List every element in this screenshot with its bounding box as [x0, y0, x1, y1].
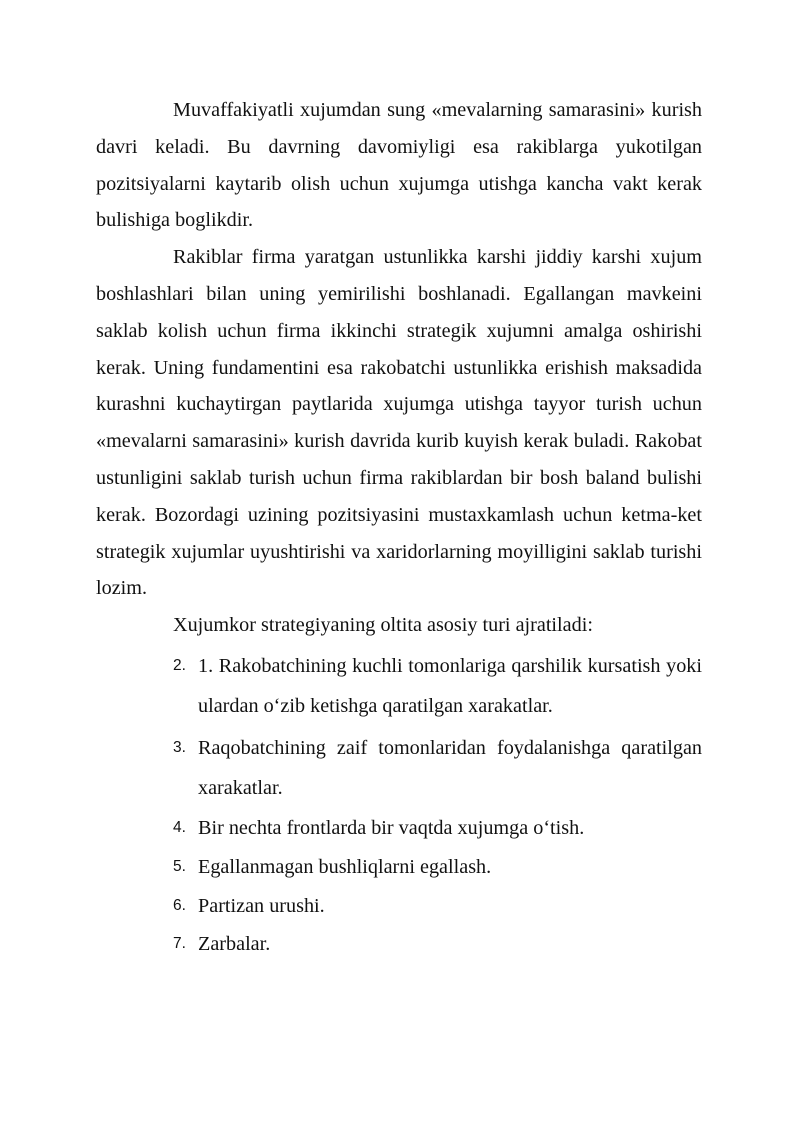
list-item	[96, 926, 702, 963]
list-item-text: Zarbalar.	[198, 933, 271, 956]
strategy-list	[96, 646, 702, 963]
list-item-text: Partizan urushi.	[198, 894, 325, 917]
list-item-text: 1. Rakobatchining kuchli tomonlariga qarshilik kursatish yoki ulardan o‘zib ketishga qaratilgan xarakatlar.	[198, 654, 702, 717]
list-item-text: Bir nechta frontlarda bir vaqtda xujumga o‘tish.	[198, 816, 585, 839]
list-item-text: Egallanmagan bushliqlarni egallash.	[198, 855, 492, 878]
paragraph-2: Rakiblar firma yaratgan ustunlikka karshi jiddiy karshi xujum boshlashlari bilan uning yemirilishi boshlanadi. Egallangan mavkeini saklab kolish uchun firma ikkinchi strategik xujumni amalga oshirishi kerak. Uning fundamentini esa rakobatchi ustunlikka erishish maksadida kurashni kuchaytirgan paytlarida xujumga utishga tayyor turish uchun «mevalarni samarasini» kurish davrida kurib kuyish kerak buladi. Rakobat ustunligini saklab turish uchun firma rakiblardan bir bosh baland bulishi kerak. Bozordagi uzining pozitsiyasini mustaxkamlash uchun ketma-ket strategik xujumlar uyushtirishi va xaridorlarning moyilligini saklab turishi lozim.	[96, 246, 702, 600]
list-intro: Xujumkor strategiyaning oltita asosiy turi ajratiladi:	[173, 614, 593, 637]
paragraph-1: Muvaffakiyatli xujumdan sung «mevalarning samarasini» kurish davri keladi. Bu davrning davomiyligi esa rakiblarga yukotilgan pozitsiyalarni kaytarib olish uchun xujumga utishga kancha vakt kerak bulishiga boglikdir.	[96, 99, 702, 232]
list-item-number: 2.	[173, 656, 186, 674]
list-item	[96, 646, 702, 726]
list-item	[96, 728, 702, 808]
list-item	[96, 888, 702, 925]
list-item-number: 4.	[173, 818, 186, 836]
list-item-text: Raqobatchining zaif tomonlaridan foydalanishga qaratilgan xarakatlar.	[198, 736, 702, 799]
document-body	[96, 92, 702, 963]
list-item-number: 5.	[173, 857, 186, 875]
list-item	[96, 849, 702, 886]
list-item-number: 6.	[173, 896, 186, 914]
list-item-number: 7.	[173, 935, 186, 953]
list-item-number: 3.	[173, 738, 186, 756]
list-item	[96, 810, 702, 847]
